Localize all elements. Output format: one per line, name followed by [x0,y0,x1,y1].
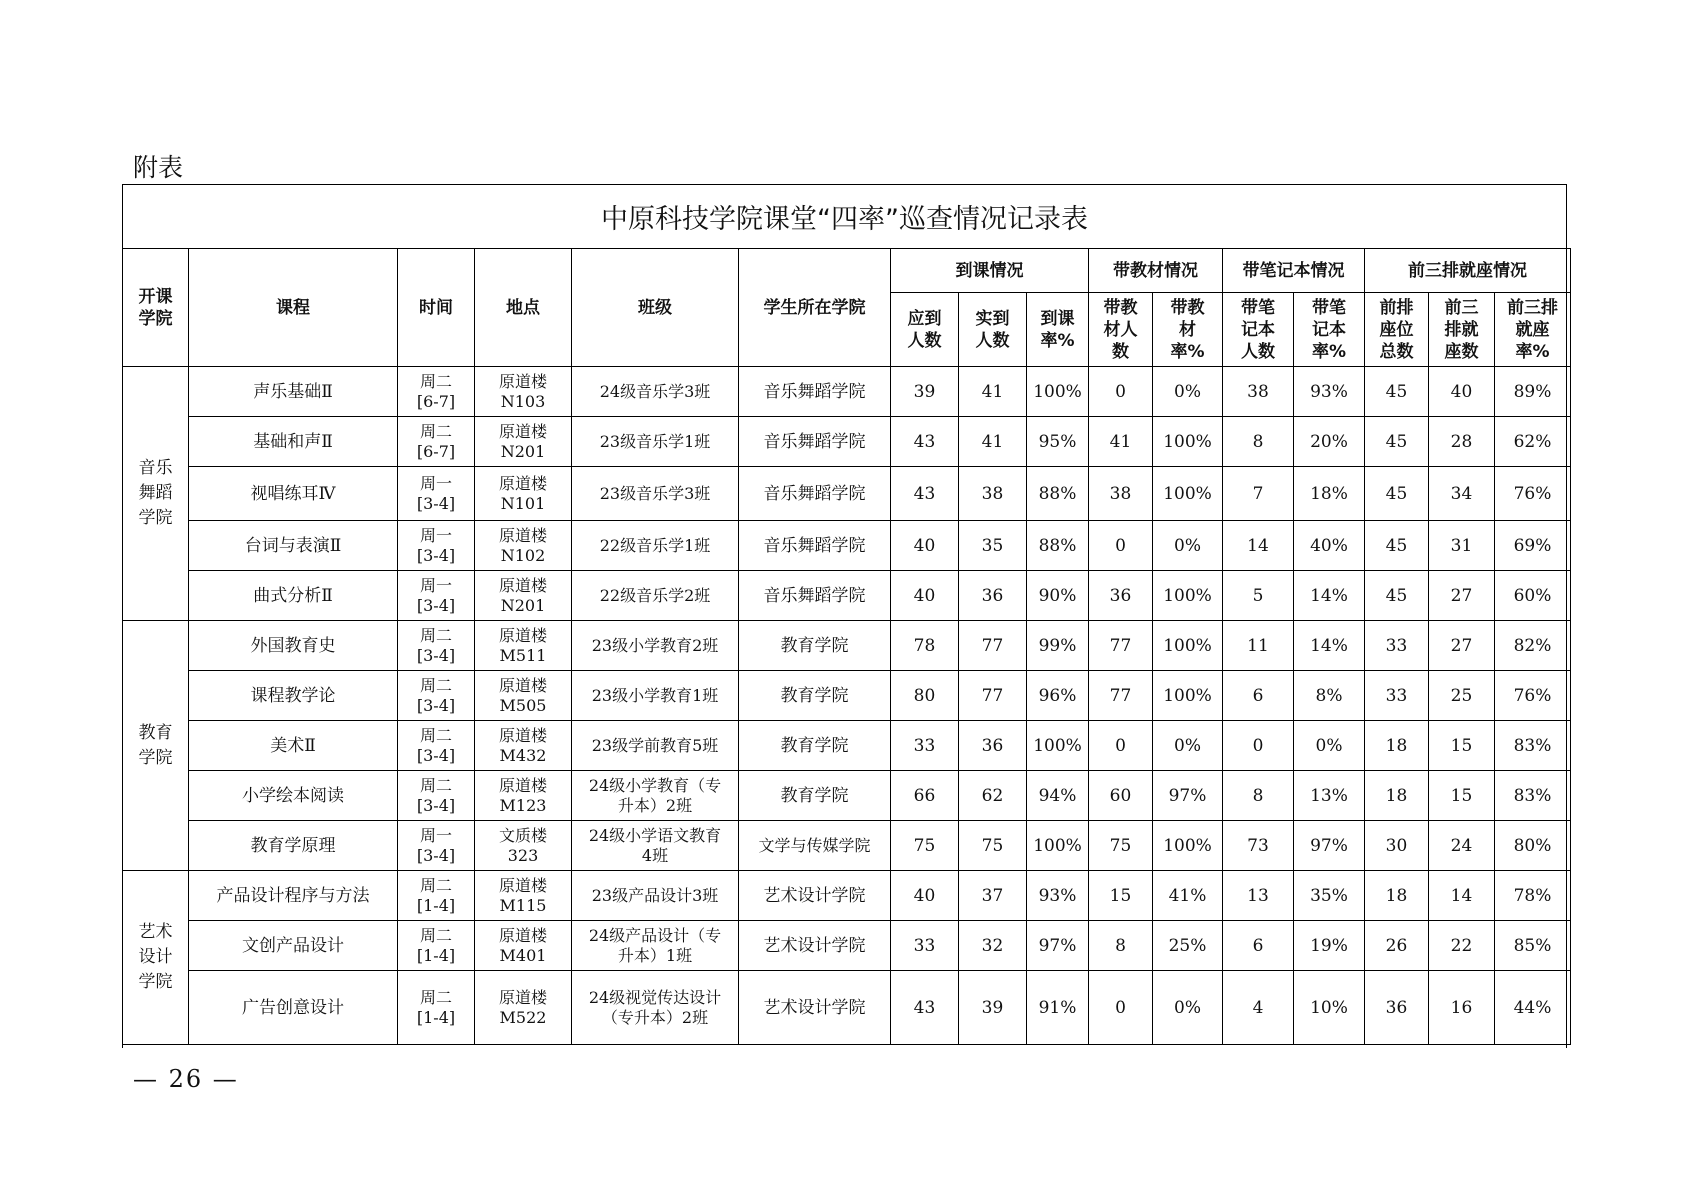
header-student-college: 学生所在学院 [739,249,891,367]
textbook-count-cell: 38 [1089,467,1153,521]
front-seated-cell: 22 [1429,921,1495,971]
front-rate-cell: 44% [1495,971,1571,1045]
attendance-rate-cell: 100% [1027,821,1089,871]
attendance-rate-cell: 100% [1027,367,1089,417]
textbook-rate-cell: 41% [1153,871,1223,921]
student-college-cell: 音乐舞蹈学院 [739,571,891,621]
table-row [123,521,1571,571]
actual-cell: 41 [959,417,1027,467]
textbook-count-cell: 60 [1089,771,1153,821]
front-rate-cell: 60% [1495,571,1571,621]
location-cell: 原道楼M401 [475,921,572,971]
course-cell: 台词与表演Ⅱ [189,521,398,571]
notebook-count-cell: 5 [1223,571,1294,621]
front-seated-cell: 31 [1429,521,1495,571]
actual-cell: 36 [959,721,1027,771]
class-cell: 22级音乐学2班 [572,571,739,621]
front-seated-cell: 15 [1429,771,1495,821]
notebook-count-cell: 14 [1223,521,1294,571]
class-cell: 22级音乐学1班 [572,521,739,571]
actual-cell: 35 [959,521,1027,571]
location-cell: 原道楼M432 [475,721,572,771]
header-college: 开课学院 [123,249,189,367]
front-total-cell: 45 [1365,417,1429,467]
table-row [123,871,1571,921]
time-cell: 周二[3-4] [398,721,475,771]
front-total-cell: 30 [1365,821,1429,871]
expected-cell: 80 [891,671,959,721]
course-cell: 课程教学论 [189,671,398,721]
front-rate-cell: 89% [1495,367,1571,417]
course-cell: 广告创意设计 [189,971,398,1045]
time-cell: 周一[3-4] [398,571,475,621]
front-seated-cell: 14 [1429,871,1495,921]
notebook-rate-cell: 97% [1294,821,1365,871]
notebook-count-cell: 6 [1223,671,1294,721]
location-cell: 原道楼M522 [475,971,572,1045]
notebook-rate-cell: 0% [1294,721,1365,771]
class-cell: 24级产品设计（专升本）1班 [572,921,739,971]
time-cell: 周一[3-4] [398,521,475,571]
course-cell: 基础和声Ⅱ [189,417,398,467]
notebook-rate-cell: 14% [1294,571,1365,621]
header-front-group: 前三排就座情况 [1365,249,1571,293]
front-rate-cell: 85% [1495,921,1571,971]
attendance-rate-cell: 88% [1027,467,1089,521]
notebook-rate-cell: 35% [1294,871,1365,921]
table-row [123,417,1571,467]
header-textbook-count: 带教材人数 [1089,293,1153,367]
expected-cell: 75 [891,821,959,871]
textbook-rate-cell: 0% [1153,971,1223,1045]
header-front-seated: 前三排就座数 [1429,293,1495,367]
expected-cell: 78 [891,621,959,671]
notebook-rate-cell: 20% [1294,417,1365,467]
attendance-rate-cell: 90% [1027,571,1089,621]
table-row [123,771,1571,821]
expected-cell: 40 [891,571,959,621]
front-total-cell: 36 [1365,971,1429,1045]
table-row [123,921,1571,971]
front-seated-cell: 27 [1429,571,1495,621]
textbook-rate-cell: 0% [1153,521,1223,571]
front-rate-cell: 82% [1495,621,1571,671]
table-row [123,671,1571,721]
attendance-rate-cell: 93% [1027,871,1089,921]
table-row [123,621,1571,671]
header-course: 课程 [189,249,398,367]
student-college-cell: 教育学院 [739,721,891,771]
textbook-rate-cell: 100% [1153,417,1223,467]
student-college-cell: 文学与传媒学院 [739,821,891,871]
class-cell: 24级音乐学3班 [572,367,739,417]
front-total-cell: 18 [1365,871,1429,921]
course-cell: 教育学原理 [189,821,398,871]
student-college-cell: 音乐舞蹈学院 [739,467,891,521]
actual-cell: 62 [959,771,1027,821]
notebook-count-cell: 8 [1223,771,1294,821]
notebook-count-cell: 8 [1223,417,1294,467]
course-cell: 小学绘本阅读 [189,771,398,821]
header-notebook-rate: 带笔记本率% [1294,293,1365,367]
textbook-count-cell: 0 [1089,367,1153,417]
attendance-rate-cell: 97% [1027,921,1089,971]
location-cell: 原道楼M505 [475,671,572,721]
class-cell: 23级小学教育1班 [572,671,739,721]
textbook-count-cell: 77 [1089,671,1153,721]
attendance-rate-cell: 88% [1027,521,1089,571]
notebook-rate-cell: 18% [1294,467,1365,521]
notebook-count-cell: 6 [1223,921,1294,971]
front-rate-cell: 80% [1495,821,1571,871]
header-front-rate: 前三排就座率% [1495,293,1571,367]
notebook-count-cell: 13 [1223,871,1294,921]
class-cell: 23级音乐学1班 [572,417,739,467]
textbook-count-cell: 15 [1089,871,1153,921]
table-row [123,571,1571,621]
front-total-cell: 45 [1365,571,1429,621]
front-seated-cell: 25 [1429,671,1495,721]
location-cell: 原道楼N101 [475,467,572,521]
front-total-cell: 18 [1365,721,1429,771]
textbook-rate-cell: 97% [1153,771,1223,821]
header-actual: 实到人数 [959,293,1027,367]
location-cell: 文质楼323 [475,821,572,871]
student-college-cell: 艺术设计学院 [739,871,891,921]
course-cell: 声乐基础Ⅱ [189,367,398,417]
table-body [123,367,1571,1045]
time-cell: 周一[3-4] [398,821,475,871]
actual-cell: 36 [959,571,1027,621]
actual-cell: 32 [959,921,1027,971]
student-college-cell: 音乐舞蹈学院 [739,367,891,417]
course-cell: 曲式分析Ⅱ [189,571,398,621]
course-cell: 文创产品设计 [189,921,398,971]
time-cell: 周二[3-4] [398,621,475,671]
header-textbook-rate: 带教材率% [1153,293,1223,367]
textbook-count-cell: 0 [1089,971,1153,1045]
front-rate-cell: 78% [1495,871,1571,921]
front-seated-cell: 34 [1429,467,1495,521]
front-seated-cell: 15 [1429,721,1495,771]
front-total-cell: 33 [1365,671,1429,721]
textbook-rate-cell: 0% [1153,367,1223,417]
notebook-rate-cell: 93% [1294,367,1365,417]
actual-cell: 77 [959,621,1027,671]
header-notebook-count: 带笔记本人数 [1223,293,1294,367]
textbook-rate-cell: 25% [1153,921,1223,971]
location-cell: 原道楼N102 [475,521,572,571]
location-cell: 原道楼M123 [475,771,572,821]
class-cell: 23级音乐学3班 [572,467,739,521]
front-total-cell: 45 [1365,367,1429,417]
textbook-count-cell: 8 [1089,921,1153,971]
textbook-count-cell: 75 [1089,821,1153,871]
time-cell: 周一[3-4] [398,467,475,521]
notebook-count-cell: 38 [1223,367,1294,417]
table-title: 中原科技学院课堂“四率”巡查情况记录表 [601,203,1088,235]
header-time: 时间 [398,249,475,367]
expected-cell: 43 [891,971,959,1045]
header-expected: 应到人数 [891,293,959,367]
course-cell: 美术Ⅱ [189,721,398,771]
location-cell: 原道楼M511 [475,621,572,671]
class-cell: 24级小学教育（专升本）2班 [572,771,739,821]
student-college-cell: 艺术设计学院 [739,971,891,1045]
header-location: 地点 [475,249,572,367]
front-total-cell: 45 [1365,521,1429,571]
student-college-cell: 教育学院 [739,621,891,671]
student-college-cell: 教育学院 [739,771,891,821]
front-rate-cell: 83% [1495,721,1571,771]
expected-cell: 39 [891,367,959,417]
notebook-rate-cell: 40% [1294,521,1365,571]
textbook-count-cell: 41 [1089,417,1153,467]
header-attendance-rate: 到课率% [1027,293,1089,367]
header-front-total: 前排座位总数 [1365,293,1429,367]
course-cell: 外国教育史 [189,621,398,671]
actual-cell: 39 [959,971,1027,1045]
college-cell: 音乐舞蹈学院 [123,367,189,621]
front-rate-cell: 83% [1495,771,1571,821]
textbook-count-cell: 36 [1089,571,1153,621]
class-cell: 23级产品设计3班 [572,871,739,921]
expected-cell: 33 [891,721,959,771]
header-textbook-group: 带教材情况 [1089,249,1223,293]
attendance-rate-cell: 95% [1027,417,1089,467]
front-total-cell: 33 [1365,621,1429,671]
front-seated-cell: 16 [1429,971,1495,1045]
student-college-cell: 教育学院 [739,671,891,721]
front-seated-cell: 24 [1429,821,1495,871]
actual-cell: 41 [959,367,1027,417]
table-row [123,467,1571,521]
actual-cell: 75 [959,821,1027,871]
notebook-rate-cell: 10% [1294,971,1365,1045]
header-notebook-group: 带笔记本情况 [1223,249,1365,293]
front-seated-cell: 28 [1429,417,1495,467]
attendance-rate-cell: 94% [1027,771,1089,821]
student-college-cell: 音乐舞蹈学院 [739,521,891,571]
expected-cell: 43 [891,417,959,467]
expected-cell: 40 [891,521,959,571]
location-cell: 原道楼N201 [475,417,572,467]
location-cell: 原道楼N201 [475,571,572,621]
expected-cell: 40 [891,871,959,921]
actual-cell: 38 [959,467,1027,521]
college-cell: 教育学院 [123,621,189,871]
expected-cell: 43 [891,467,959,521]
front-total-cell: 26 [1365,921,1429,971]
time-cell: 周二[6-7] [398,367,475,417]
time-cell: 周二[1-4] [398,921,475,971]
time-cell: 周二[3-4] [398,671,475,721]
front-total-cell: 45 [1365,467,1429,521]
notebook-count-cell: 11 [1223,621,1294,671]
textbook-count-cell: 0 [1089,521,1153,571]
expected-cell: 33 [891,921,959,971]
course-cell: 视唱练耳Ⅳ [189,467,398,521]
table-row [123,721,1571,771]
table-row [123,821,1571,871]
front-rate-cell: 62% [1495,417,1571,467]
actual-cell: 37 [959,871,1027,921]
inspection-table [122,248,1571,1045]
header-attendance-group: 到课情况 [891,249,1089,293]
notebook-count-cell: 7 [1223,467,1294,521]
time-cell: 周二[6-7] [398,417,475,467]
class-cell: 24级视觉传达设计（专升本）2班 [572,971,739,1045]
textbook-count-cell: 0 [1089,721,1153,771]
class-cell: 23级学前教育5班 [572,721,739,771]
class-cell: 23级小学教育2班 [572,621,739,671]
location-cell: 原道楼N103 [475,367,572,417]
attendance-rate-cell: 100% [1027,721,1089,771]
actual-cell: 77 [959,671,1027,721]
college-cell: 艺术设计学院 [123,871,189,1045]
textbook-count-cell: 77 [1089,621,1153,671]
notebook-rate-cell: 13% [1294,771,1365,821]
textbook-rate-cell: 100% [1153,467,1223,521]
notebook-count-cell: 0 [1223,721,1294,771]
textbook-rate-cell: 100% [1153,571,1223,621]
class-cell: 24级小学语文教育4班 [572,821,739,871]
page-label: 附表 [133,153,184,182]
time-cell: 周二[3-4] [398,771,475,821]
front-rate-cell: 69% [1495,521,1571,571]
header-class: 班级 [572,249,739,367]
front-seated-cell: 40 [1429,367,1495,417]
table-row [123,367,1571,417]
notebook-count-cell: 73 [1223,821,1294,871]
time-cell: 周二[1-4] [398,871,475,921]
textbook-rate-cell: 100% [1153,821,1223,871]
notebook-rate-cell: 8% [1294,671,1365,721]
front-total-cell: 18 [1365,771,1429,821]
textbook-rate-cell: 0% [1153,721,1223,771]
student-college-cell: 艺术设计学院 [739,921,891,971]
attendance-rate-cell: 91% [1027,971,1089,1045]
course-cell: 产品设计程序与方法 [189,871,398,921]
notebook-rate-cell: 19% [1294,921,1365,971]
time-cell: 周二[1-4] [398,971,475,1045]
table-row [123,971,1571,1045]
page-number: — 26 — [133,1065,239,1093]
front-rate-cell: 76% [1495,467,1571,521]
textbook-rate-cell: 100% [1153,671,1223,721]
notebook-rate-cell: 14% [1294,621,1365,671]
location-cell: 原道楼M115 [475,871,572,921]
notebook-count-cell: 4 [1223,971,1294,1045]
textbook-rate-cell: 100% [1153,621,1223,671]
front-rate-cell: 76% [1495,671,1571,721]
attendance-rate-cell: 99% [1027,621,1089,671]
expected-cell: 66 [891,771,959,821]
student-college-cell: 音乐舞蹈学院 [739,417,891,467]
attendance-rate-cell: 96% [1027,671,1089,721]
front-seated-cell: 27 [1429,621,1495,671]
